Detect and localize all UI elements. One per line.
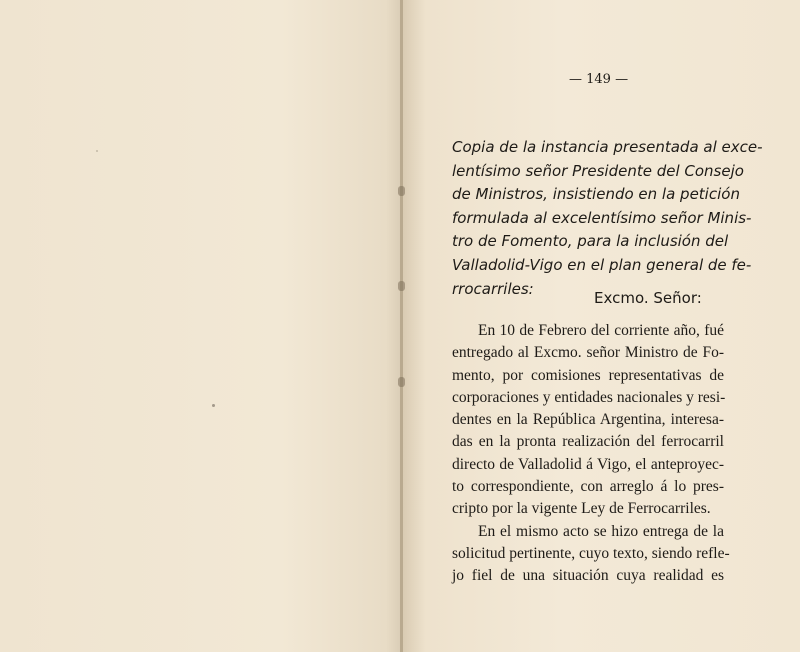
- paragraph1-line: entregado al Excmo. señor Ministro de Fo-: [452, 344, 724, 362]
- heading-line: formulada al excelentísimo señor Minis-: [452, 208, 752, 227]
- paragraph1-line: mento, por comisiones representativas de: [452, 366, 724, 384]
- heading-line: rrocarriles:: [452, 279, 534, 298]
- paragraph1-line: cripto por la vigente Ley de Ferrocarriles.: [452, 500, 711, 518]
- heading-line: Valladolid-Vigo en el plan general de fe-: [452, 255, 752, 274]
- binding-stitch: [398, 281, 405, 291]
- paragraph1-line: En 10 de Febrero del corriente año, fué: [478, 322, 724, 339]
- paragraph1-line: das en la pronta realización del ferrocarril: [452, 433, 724, 451]
- salutation: Excmo. Señor:: [594, 289, 702, 307]
- book-gutter: [400, 0, 403, 652]
- paragraph1-line: directo de Valladolid á Vigo, el anteproyec-: [452, 455, 724, 473]
- body-text: [452, 320, 730, 588]
- heading-line: Copia de la instancia presentada al exce-: [452, 138, 763, 156]
- binding-stitch: [398, 377, 405, 387]
- ink-speck: [96, 150, 98, 152]
- paragraph2-line: solicitud pertinente, cuyo texto, siendo refle-: [452, 544, 730, 562]
- paragraph2-line: jo fiel de una situación cuya realidad es: [452, 567, 724, 585]
- paragraph1-line: to correspondiente, con arreglo á lo pres-: [452, 478, 724, 496]
- document-heading: [452, 136, 763, 301]
- page-number: — 149 —: [569, 72, 629, 87]
- binding-stitch: [398, 186, 405, 196]
- paragraph1-line: corporaciones y entidades nacionales y resi-: [452, 388, 726, 406]
- paragraph1-line: dentes en la República Argentina, interesa-: [452, 411, 724, 429]
- paragraph2-line: En el mismo acto se hizo entrega de la: [478, 522, 724, 540]
- heading-line: tro de Fomento, para la inclusión del: [452, 232, 729, 251]
- ink-speck: [212, 404, 215, 407]
- heading-line: lentísimo señor Presidente del Consejo: [452, 161, 744, 180]
- heading-line: de Ministros, insistiendo en la petición: [452, 185, 740, 204]
